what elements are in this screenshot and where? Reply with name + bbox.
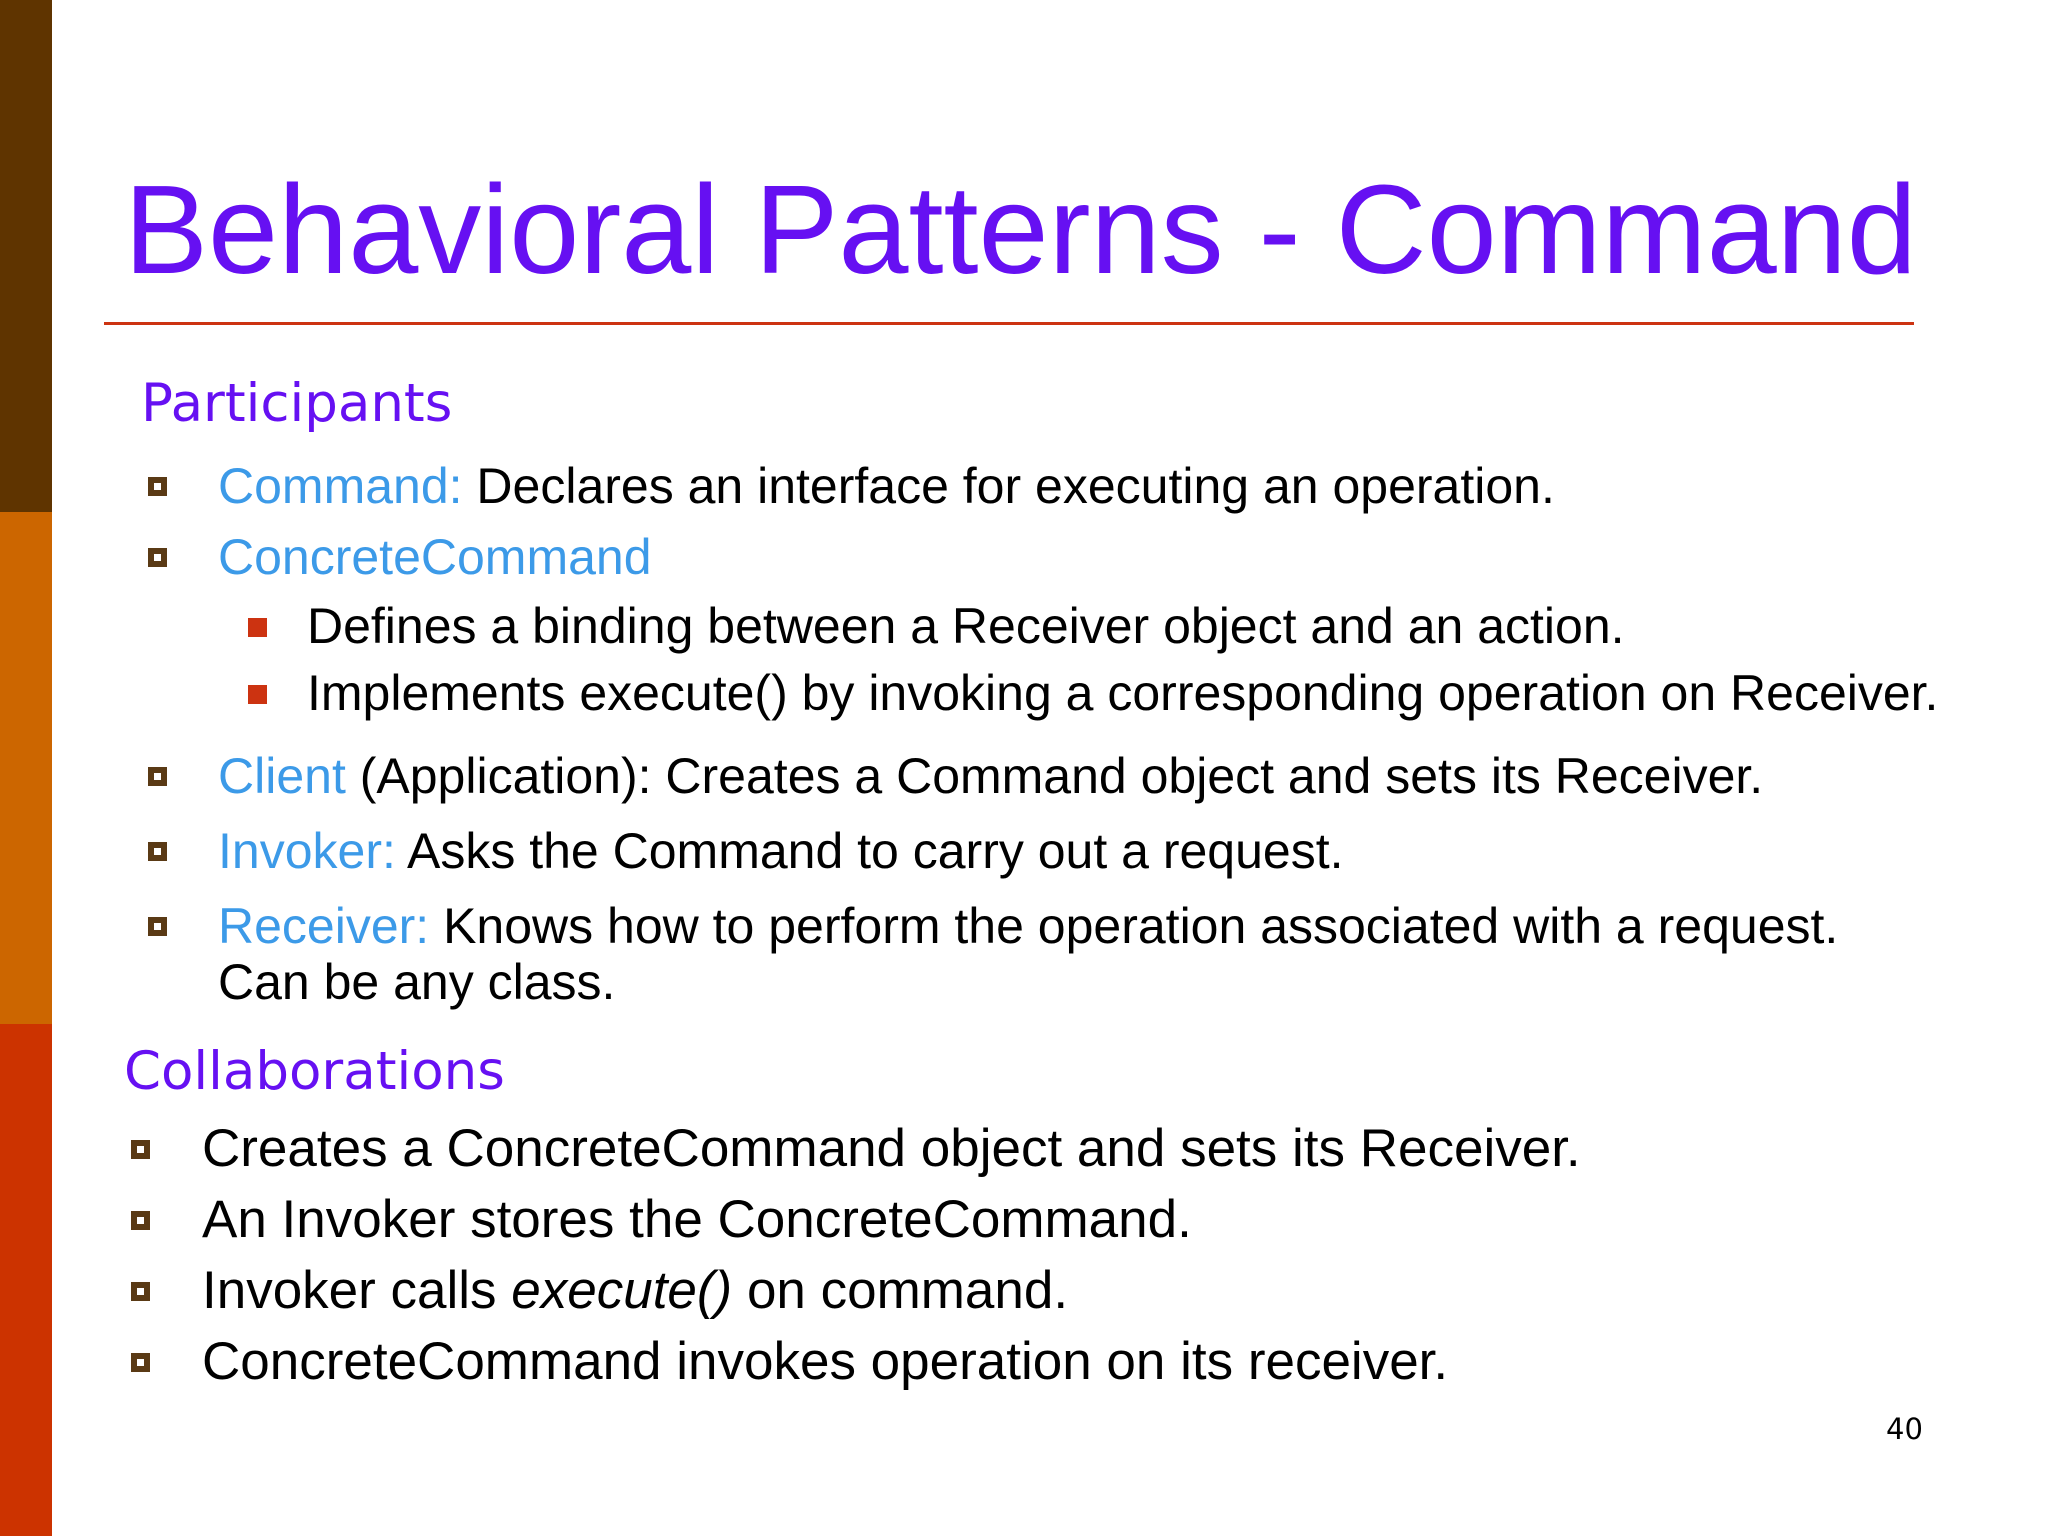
- collaboration-item: An Invoker stores the ConcreteCommand.: [202, 1190, 1192, 1249]
- participant-receiver-continuation: Can be any class.: [218, 954, 616, 1010]
- participant-description: Knows how to perform the operation associated with a request.: [429, 898, 1839, 954]
- title-underline: [104, 322, 1914, 325]
- participant-term: Receiver:: [218, 898, 430, 954]
- side-bar-bottom: [0, 1024, 52, 1536]
- collaboration-text: Invoker calls: [202, 1261, 512, 1320]
- participant-command: [218, 457, 1555, 515]
- hollow-square-bullet-icon: [148, 767, 167, 786]
- participant-description: Declares an interface for executing an operation.: [462, 458, 1555, 514]
- collaboration-text: on command.: [732, 1261, 1069, 1320]
- participant-term: Invoker:: [218, 823, 396, 879]
- participant-concrete-command: [218, 528, 652, 586]
- hollow-square-bullet-icon: [148, 548, 167, 567]
- participant-description: Asks the Command to carry out a request.: [395, 823, 1344, 879]
- participant-term: Command:: [218, 458, 463, 514]
- participants-heading: Participants: [141, 373, 453, 434]
- page-number: 40: [1886, 1412, 1923, 1446]
- hollow-square-bullet-icon: [148, 917, 167, 936]
- slide-title: Behavioral Patterns - Command: [124, 159, 1917, 300]
- participant-invoker: [218, 822, 1344, 880]
- solid-square-bullet-icon: [248, 685, 267, 704]
- participant-term: ConcreteCommand: [218, 529, 652, 585]
- side-bar-middle: [0, 512, 52, 1024]
- hollow-square-bullet-icon: [148, 842, 167, 861]
- concrete-command-subitem: Defines a binding between a Receiver object and an action.: [307, 598, 1625, 654]
- collaboration-item: ConcreteCommand invokes operation on its receiver.: [202, 1332, 1449, 1391]
- hollow-square-bullet-icon: [131, 1140, 150, 1159]
- hollow-square-bullet-icon: [131, 1282, 150, 1301]
- participant-receiver: [218, 897, 1838, 955]
- hollow-square-bullet-icon: [131, 1353, 150, 1372]
- collaborations-heading: Collaborations: [124, 1041, 505, 1102]
- collaboration-emphasis: execute(): [511, 1261, 733, 1320]
- participant-description: (Application): Creates a Command object and sets its Receiver.: [345, 748, 1764, 804]
- hollow-square-bullet-icon: [148, 477, 167, 496]
- collaboration-item: [202, 1260, 1068, 1322]
- side-bar-top: [0, 0, 52, 512]
- solid-square-bullet-icon: [248, 618, 267, 637]
- collaboration-item: Creates a ConcreteCommand object and sets its Receiver.: [202, 1119, 1581, 1178]
- concrete-command-subitem: Implements execute() by invoking a corresponding operation on Receiver.: [307, 665, 1939, 721]
- hollow-square-bullet-icon: [131, 1211, 150, 1230]
- participant-client: [218, 747, 1763, 805]
- participant-term: Client: [218, 748, 346, 804]
